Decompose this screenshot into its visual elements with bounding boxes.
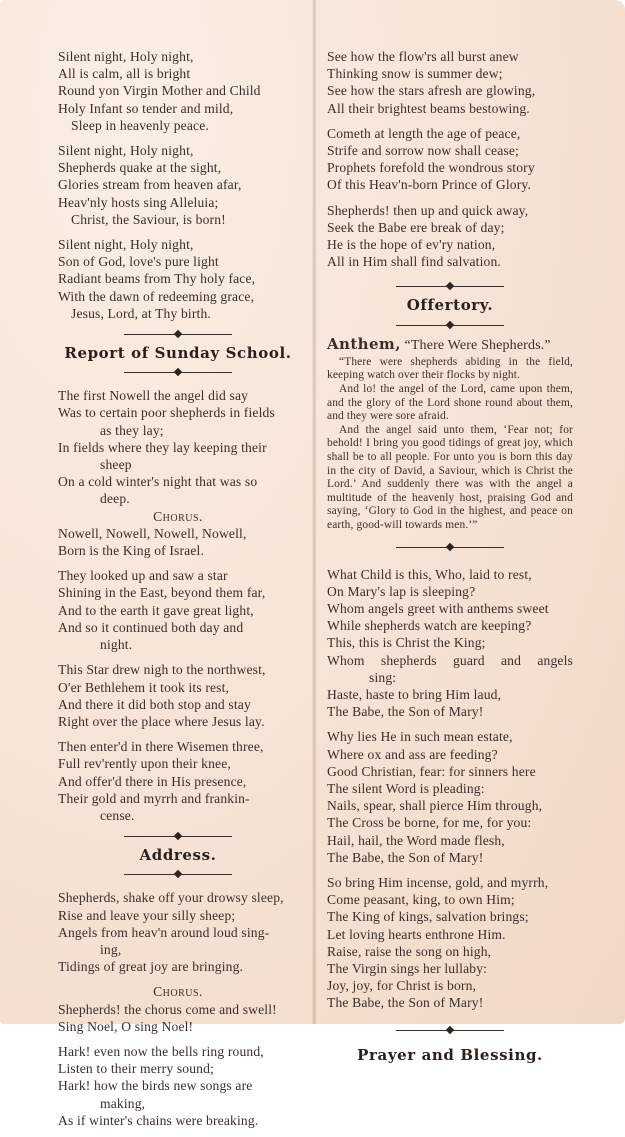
verse-line: Thinking snow is summer dew;: [327, 66, 503, 82]
ornament-divider: [124, 870, 232, 879]
verse-line: Jesus, Lord, at Thy birth.: [71, 305, 211, 321]
verse-line: deep.: [100, 491, 130, 507]
left-column: [58, 48, 298, 1137]
verse-line: On Mary's lap is sleeping?: [327, 583, 476, 599]
verse-line: Silent night, Holy night,: [58, 49, 194, 64]
shepherds-song-verse-2: [58, 1043, 298, 1129]
verse-line: Cometh at length the age of peace,: [327, 125, 521, 141]
verse-line: Glories stream from heaven afar,: [58, 177, 242, 193]
verse-line: Whom shepherds guard and angels: [327, 652, 573, 668]
section-heading-report: Report of Sunday School.: [64, 344, 292, 363]
verse-line: Christ, the Saviour, is born!: [71, 211, 226, 227]
what-child-verse-3: [327, 874, 573, 1012]
verse-line: Holy Infant so tender and mild,: [58, 100, 234, 116]
ornament-divider: [396, 1026, 504, 1035]
verse-line: Hail, hail, the Word made flesh,: [327, 832, 505, 848]
verse-line: Prophets forefold the wondrous story: [327, 160, 535, 176]
verse-line: What Child is this, Who, laid to rest,: [327, 566, 532, 582]
verse-line: On a cold winter's night that was so: [58, 474, 258, 490]
verse-line: The silent Word is pleading:: [327, 781, 485, 796]
verse-line: Hark! even now the bells ring round,: [58, 1043, 264, 1059]
verse-line: Come peasant, king, to own Him;: [327, 892, 515, 908]
ornament-divider: [396, 282, 504, 291]
verse-line: The King of kings, salvation brings;: [327, 909, 529, 925]
verse-line: Then enter'd in there Wisemen three,: [58, 739, 264, 755]
shepherds-song-verse-1: [58, 889, 298, 975]
verse-line: As if winter's chains were breaking.: [58, 1112, 259, 1128]
scripture-paragraph: “There were shepherds abiding in the field, keeping watch over their flocks by night.: [327, 355, 573, 382]
verse-line: Of this Heav'n-born Prince of Glory.: [327, 177, 532, 193]
verse-line: Let loving hearts enthrone Him.: [327, 926, 506, 942]
verse-line: sing:: [369, 669, 397, 685]
shepherds-song-verse-5: [327, 202, 573, 271]
verse-line: This, this is Christ the King;: [327, 635, 486, 651]
ornament-divider: [124, 368, 232, 377]
chorus-line: Born is the King of Israel.: [58, 543, 205, 559]
verse-line: Listen to their merry sound;: [58, 1061, 214, 1077]
verse-line: Sleep in heavenly peace.: [71, 117, 209, 133]
diamond-ornament-icon: [446, 282, 454, 290]
verse-line: Rise and leave your silly sheep;: [58, 907, 236, 923]
verse-line: Full rev'rently upon their knee,: [58, 756, 231, 772]
diamond-ornament-icon: [174, 330, 182, 338]
scripture-paragraph: And lo! the angel of the Lord, came upon them, and the glory of the Lord shone round about them, and they were sore afraid.: [327, 383, 573, 423]
chorus-line: Nowell, Nowell, Nowell, Nowell,: [58, 525, 247, 541]
verse-line: night.: [100, 637, 133, 653]
verse-line: Angels from heav'n around loud sing-: [58, 924, 270, 940]
diamond-ornament-icon: [446, 542, 454, 550]
verse-line: And so it continued both day and: [58, 619, 244, 635]
verse-line: Son of God, love's pure light: [58, 254, 219, 270]
verse-line: The Virgin sings her lullaby:: [327, 961, 488, 977]
verse-line: With the dawn of redeeming grace,: [58, 288, 255, 304]
verse-line: Shepherds, shake off your drowsy sleep,: [58, 890, 284, 906]
verse-line: All is calm, all is bright: [58, 66, 191, 82]
shepherds-song-verse-3: [327, 48, 573, 117]
verse-line: sheep: [100, 457, 132, 473]
anthem-scripture: [327, 356, 573, 533]
verse-line: Round yon Virgin Mother and Child: [58, 83, 261, 99]
verse-line: Heav'nly hosts sing Alleluia;: [58, 194, 219, 210]
verse-line: Whom angels greet with anthems sweet: [327, 600, 549, 616]
verse-line: The Babe, the Son of Mary!: [327, 995, 484, 1011]
verse-line: See how the flow'rs all burst anew: [327, 49, 519, 64]
chorus-line: Shepherds! the chorus come and swell!: [58, 1001, 277, 1017]
ornament-divider: [396, 321, 504, 330]
diamond-ornament-icon: [174, 368, 182, 376]
first-nowell-verse-2: [58, 567, 298, 653]
verse-line: This Star drew nigh to the northwest,: [58, 662, 266, 678]
verse-line: Silent night, Holy night,: [58, 143, 194, 159]
section-heading-offertory: Offertory.: [406, 296, 494, 315]
first-nowell-verse-4: [58, 738, 298, 824]
silent-night-verse-3: [58, 236, 298, 322]
verse-line: The Babe, the Son of Mary!: [327, 704, 484, 720]
verse-line: All in Him shall find salvation.: [327, 254, 501, 270]
first-nowell-verse-1: [58, 387, 298, 559]
shepherds-song-verse-4: [327, 125, 573, 194]
anthem-name: “There Were Shepherds.”: [404, 337, 551, 353]
verse-line: ing,: [100, 941, 122, 957]
ornament-divider: [124, 832, 232, 841]
anthem-title: [327, 336, 573, 354]
verse-line: Haste, haste to bring Him laud,: [327, 686, 502, 702]
verse-line: Shepherds quake at the sight,: [58, 160, 222, 176]
verse-line: The Babe, the Son of Mary!: [327, 849, 484, 865]
verse-line: making,: [100, 1095, 146, 1111]
verse-line: Tidings of great joy are bringing.: [58, 959, 244, 975]
silent-night-verse-1: [58, 48, 298, 134]
verse-line: And to the earth it gave great light,: [58, 602, 254, 618]
verse-line: They looked up and saw a star: [58, 568, 228, 584]
chorus-line: Sing Noel, O sing Noel!: [58, 1018, 194, 1034]
verse-line: In fields where they lay keeping their: [58, 439, 267, 455]
verse-line: Was to certain poor shepherds in fields: [58, 405, 275, 421]
scripture-paragraph: And the angel said unto them, ‘Fear not; for behold! I bring you good tidings of great joy, which shall be to all people. For unto you is born this day in the city of David, a Saviour, which is Christ the Lord.’ And suddenly there was with the angel a multitude of the heavenly host, praising God and saying, ‘Glory to God in the highest, and peace on earth, good-will towards men.’”: [327, 423, 573, 531]
verse-line: Nails, spear, shall pierce Him through,: [327, 798, 543, 814]
verse-line: So bring Him incense, gold, and myrrh,: [327, 875, 549, 891]
verse-line: Why lies He in such mean estate,: [327, 729, 513, 745]
first-nowell-verse-3: [58, 661, 298, 730]
diamond-ornament-icon: [446, 1025, 454, 1033]
chorus-label: Chorus.: [153, 508, 203, 524]
verse-line: All their brightest beams bestowing.: [327, 100, 530, 116]
verse-line: Shepherds! then up and quick away,: [327, 202, 529, 218]
what-child-verse-1: [327, 566, 573, 721]
verse-line: O'er Bethlehem it took its rest,: [58, 679, 230, 695]
ornament-divider: [124, 330, 232, 339]
verse-line: And there it did both stop and stay: [58, 696, 251, 712]
diamond-ornament-icon: [174, 832, 182, 840]
verse-line: as they lay;: [100, 422, 164, 438]
verse-line: And offer'd there in His presence,: [58, 773, 247, 789]
verse-line: Where ox and ass are feeding?: [327, 746, 498, 762]
silent-night-verse-2: [58, 142, 298, 228]
verse-line: Strife and sorrow now shall cease;: [327, 143, 519, 159]
verse-line: Silent night, Holy night,: [58, 237, 194, 253]
verse-line: Joy, joy, for Christ is born,: [327, 978, 477, 994]
verse-line: Their gold and myrrh and frankin-: [58, 790, 250, 806]
diamond-ornament-icon: [446, 320, 454, 328]
verse-line: The Cross be borne, for me, for you:: [327, 815, 532, 831]
verse-line: Radiant beams from Thy holy face,: [58, 271, 256, 287]
verse-line: While shepherds watch are keeping?: [327, 618, 532, 634]
anthem-label: Anthem,: [327, 334, 401, 353]
verse-line: See how the stars afresh are glowing,: [327, 83, 536, 99]
verse-line: Shining in the East, beyond them far,: [58, 585, 266, 601]
verse-line: cense.: [100, 807, 135, 823]
verse-line: He is the hope of ev'ry nation,: [327, 237, 496, 253]
ornament-divider: [396, 543, 504, 552]
shepherds-song-chorus: [58, 983, 298, 1035]
diamond-ornament-icon: [174, 870, 182, 878]
verse-line: Seek the Babe ere break of day;: [327, 219, 505, 235]
verse-line: Raise, raise the song on high,: [327, 943, 492, 959]
verse-line: Good Christian, fear: for sinners here: [327, 763, 536, 779]
what-child-verse-2: [327, 728, 573, 866]
verse-line: The first Nowell the angel did say: [58, 388, 249, 404]
verse-line: Right over the place where Jesus lay.: [58, 713, 265, 729]
chorus-label: Chorus.: [153, 984, 203, 1000]
section-heading-address: Address.: [139, 846, 217, 865]
verse-line: Hark! how the birds new songs are: [58, 1078, 253, 1094]
section-heading-prayer-blessing: Prayer and Blessing.: [357, 1045, 543, 1064]
right-column: [327, 48, 573, 1066]
